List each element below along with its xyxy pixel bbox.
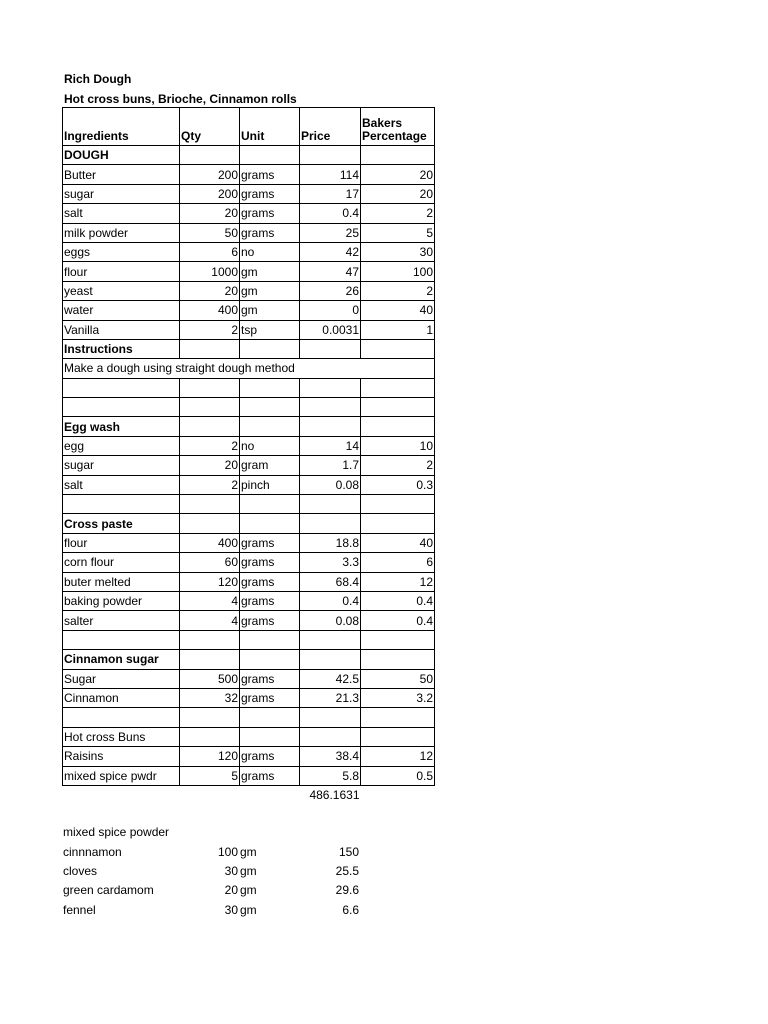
spice-name: green cardamom <box>63 883 154 898</box>
section-row <box>63 339 435 358</box>
ingredient-row <box>63 553 435 572</box>
empty-cell <box>180 417 240 436</box>
empty-cell <box>63 708 180 727</box>
ingredient-price: 21.3 <box>300 688 361 707</box>
empty-cell <box>240 398 300 417</box>
ingredient-qty: 2 <box>180 475 240 494</box>
ingredient-unit: no <box>240 436 300 455</box>
ingredient-name: milk powder <box>63 223 180 242</box>
spice-row <box>62 862 360 881</box>
ingredient-price: 0.08 <box>300 611 361 630</box>
ingredient-unit: grams <box>240 747 300 766</box>
section-title: Instructions <box>63 339 180 358</box>
empty-cell <box>180 727 240 746</box>
spice-unit: gm <box>240 883 257 898</box>
ingredient-unit: grams <box>240 669 300 688</box>
ingredient-price: 0.08 <box>300 475 361 494</box>
empty-cell <box>300 339 361 358</box>
ingredient-bakers-percentage: 6 <box>361 553 435 572</box>
ingredient-row <box>63 204 435 223</box>
spice-title-row <box>62 823 360 842</box>
ingredient-bakers-percentage: 12 <box>361 747 435 766</box>
empty-cell <box>361 378 435 397</box>
ingredient-price: 14 <box>300 436 361 455</box>
empty-cell <box>180 514 240 533</box>
ingredient-row <box>63 475 435 494</box>
instruction-row <box>63 359 435 378</box>
spice-qty: 30 <box>224 863 238 878</box>
empty-cell <box>361 727 435 746</box>
ingredient-row <box>63 766 435 785</box>
empty-cell <box>240 514 300 533</box>
spice-unit: gm <box>240 844 257 859</box>
empty-cell <box>240 495 300 514</box>
ingredient-bakers-percentage: 40 <box>361 301 435 320</box>
ingredient-unit: pinch <box>240 475 300 494</box>
empty-cell <box>361 495 435 514</box>
ingredient-row <box>63 184 435 203</box>
section-row <box>63 650 435 669</box>
empty-cell <box>300 650 361 669</box>
spice-row <box>62 901 360 920</box>
ingredient-bakers-percentage: 0.4 <box>361 591 435 610</box>
empty-cell <box>300 146 361 165</box>
empty-cell <box>180 146 240 165</box>
empty-cell <box>240 727 300 746</box>
section-title: Cross paste <box>63 514 180 533</box>
col-header-unit: Unit <box>240 108 300 146</box>
ingredient-price: 38.4 <box>300 747 361 766</box>
blank-row <box>63 630 435 649</box>
col-header-ingredients: Ingredients <box>63 108 180 146</box>
ingredient-price: 114 <box>300 165 361 184</box>
spice-qty: 100 <box>217 844 238 859</box>
ingredient-bakers-percentage: 40 <box>361 533 435 552</box>
ingredient-price: 0.4 <box>300 591 361 610</box>
total-row <box>63 785 435 804</box>
ingredient-unit: gm <box>240 281 300 300</box>
ingredient-bakers-percentage: 1 <box>361 320 435 339</box>
ingredient-name: flour <box>63 533 180 552</box>
ingredient-unit: tsp <box>240 320 300 339</box>
ingredient-row <box>63 669 435 688</box>
ingredient-unit: gm <box>240 262 300 281</box>
ingredient-qty: 6 <box>180 242 240 261</box>
ingredient-bakers-percentage: 12 <box>361 572 435 591</box>
empty-cell <box>240 417 300 436</box>
empty-cell <box>180 708 240 727</box>
empty-cell <box>180 398 240 417</box>
section-title: Hot cross Buns <box>63 727 180 746</box>
empty-cell <box>180 339 240 358</box>
empty-cell <box>180 630 240 649</box>
ingredient-bakers-percentage: 100 <box>361 262 435 281</box>
spice-qty: 30 <box>224 902 238 917</box>
ingredient-name: baking powder <box>63 591 180 610</box>
ingredient-name: mixed spice pwdr <box>63 766 180 785</box>
ingredient-qty: 400 <box>180 301 240 320</box>
ingredient-row <box>63 223 435 242</box>
ingredient-qty: 1000 <box>180 262 240 281</box>
ingredient-qty: 200 <box>180 184 240 203</box>
ingredient-qty: 200 <box>180 165 240 184</box>
ingredient-row <box>63 688 435 707</box>
ingredient-price: 17 <box>300 184 361 203</box>
spice-row <box>62 842 360 861</box>
ingredient-qty: 120 <box>180 572 240 591</box>
section-row <box>63 514 435 533</box>
empty-cell <box>300 630 361 649</box>
col-header-price: Price <box>300 108 361 146</box>
ingredient-price: 68.4 <box>300 572 361 591</box>
spice-price: 25.5 <box>335 863 359 878</box>
ingredient-price: 0 <box>300 301 361 320</box>
ingredient-price: 42.5 <box>300 669 361 688</box>
empty-cell <box>240 708 300 727</box>
ingredient-bakers-percentage: 2 <box>361 456 435 475</box>
ingredient-bakers-percentage: 0.3 <box>361 475 435 494</box>
empty-cell <box>63 378 180 397</box>
ingredient-bakers-percentage: 10 <box>361 436 435 455</box>
ingredient-price: 18.8 <box>300 533 361 552</box>
ingredient-name: yeast <box>63 281 180 300</box>
empty-cell <box>300 495 361 514</box>
ingredient-qty: 500 <box>180 669 240 688</box>
ingredient-name: water <box>63 301 180 320</box>
section-title: Cinnamon sugar <box>63 650 180 669</box>
empty-cell <box>300 378 361 397</box>
spice-table <box>62 823 360 920</box>
header-row <box>63 108 435 146</box>
ingredient-price: 3.3 <box>300 553 361 572</box>
ingredient-name: sugar <box>63 456 180 475</box>
blank-row <box>63 398 435 417</box>
ingredient-price: 47 <box>300 262 361 281</box>
ingredient-qty: 2 <box>180 320 240 339</box>
ingredient-row <box>63 436 435 455</box>
empty-cell <box>180 785 240 804</box>
ingredient-row <box>63 533 435 552</box>
ingredient-name: egg <box>63 436 180 455</box>
ingredient-name: Sugar <box>63 669 180 688</box>
spice-name: fennel <box>63 902 96 917</box>
ingredient-price: 0.4 <box>300 204 361 223</box>
ingredient-unit: grams <box>240 184 300 203</box>
spice-price: 29.6 <box>335 883 359 898</box>
empty-cell <box>361 146 435 165</box>
section-row <box>63 417 435 436</box>
ingredient-bakers-percentage: 0.5 <box>361 766 435 785</box>
ingredient-bakers-percentage: 2 <box>361 281 435 300</box>
ingredient-unit: grams <box>240 223 300 242</box>
ingredient-name: salter <box>63 611 180 630</box>
empty-cell <box>240 339 300 358</box>
ingredient-unit: grams <box>240 165 300 184</box>
ingredient-qty: 4 <box>180 611 240 630</box>
spice-price: 6.6 <box>342 902 359 917</box>
ingredient-unit: grams <box>240 766 300 785</box>
empty-cell <box>300 708 361 727</box>
ingredient-bakers-percentage: 20 <box>361 184 435 203</box>
instruction-text: Make a dough using straight dough method <box>63 359 435 378</box>
ingredient-name: corn flour <box>63 553 180 572</box>
spice-unit: gm <box>240 902 257 917</box>
ingredient-price: 25 <box>300 223 361 242</box>
ingredient-unit: gram <box>240 456 300 475</box>
ingredient-row <box>63 165 435 184</box>
ingredient-qty: 5 <box>180 766 240 785</box>
col-header-bakers-percentage: Bakers Percentage <box>361 108 435 146</box>
ingredient-row <box>63 747 435 766</box>
ingredient-row <box>63 572 435 591</box>
ingredient-name: Raisins <box>63 747 180 766</box>
sheet-subtitle: Hot cross buns, Brioche, Cinnamon rolls <box>64 92 297 106</box>
spice-unit: gm <box>240 863 257 878</box>
ingredient-name: Cinnamon <box>63 688 180 707</box>
empty-cell <box>361 785 435 804</box>
ingredient-name: buter melted <box>63 572 180 591</box>
section-row <box>63 727 435 746</box>
spice-name: cloves <box>63 863 98 878</box>
ingredient-bakers-percentage: 5 <box>361 223 435 242</box>
col-header-qty: Qty <box>180 108 240 146</box>
ingredient-price: 26 <box>300 281 361 300</box>
empty-cell <box>300 514 361 533</box>
empty-cell <box>361 708 435 727</box>
empty-cell <box>240 630 300 649</box>
section-title: DOUGH <box>63 146 180 165</box>
empty-cell <box>63 398 180 417</box>
blank-row <box>63 378 435 397</box>
empty-cell <box>361 514 435 533</box>
ingredient-bakers-percentage: 50 <box>361 669 435 688</box>
empty-cell <box>300 398 361 417</box>
empty-cell <box>63 495 180 514</box>
ingredient-row <box>63 611 435 630</box>
sheet-title: Rich Dough <box>64 72 132 86</box>
ingredient-bakers-percentage: 0.4 <box>361 611 435 630</box>
empty-cell <box>361 339 435 358</box>
ingredient-unit: grams <box>240 611 300 630</box>
ingredient-price: 0.0031 <box>300 320 361 339</box>
ingredient-qty: 120 <box>180 747 240 766</box>
spice-qty: 20 <box>224 883 238 898</box>
ingredient-name: sugar <box>63 184 180 203</box>
section-row <box>63 146 435 165</box>
empty-cell <box>180 650 240 669</box>
ingredient-qty: 400 <box>180 533 240 552</box>
empty-cell <box>300 727 361 746</box>
blank-row <box>63 495 435 514</box>
ingredient-bakers-percentage: 3.2 <box>361 688 435 707</box>
ingredient-row <box>63 320 435 339</box>
ingredient-name: Vanilla <box>63 320 180 339</box>
ingredient-bakers-percentage: 20 <box>361 165 435 184</box>
ingredient-qty: 2 <box>180 436 240 455</box>
ingredient-row <box>63 301 435 320</box>
spice-row <box>62 881 360 900</box>
ingredient-unit: grams <box>240 533 300 552</box>
empty-cell <box>240 146 300 165</box>
empty-cell <box>180 378 240 397</box>
empty-cell <box>361 630 435 649</box>
empty-cell <box>300 417 361 436</box>
ingredient-name: salt <box>63 204 180 223</box>
ingredient-unit: gm <box>240 301 300 320</box>
spice-name: cinnnamon <box>63 844 122 859</box>
ingredient-qty: 60 <box>180 553 240 572</box>
recipe-table <box>62 107 435 804</box>
ingredient-qty: 20 <box>180 456 240 475</box>
ingredient-unit: grams <box>240 572 300 591</box>
ingredient-qty: 32 <box>180 688 240 707</box>
ingredient-qty: 4 <box>180 591 240 610</box>
ingredient-price: 5.8 <box>300 766 361 785</box>
empty-cell <box>180 495 240 514</box>
ingredient-unit: grams <box>240 553 300 572</box>
total-price: 486.1631 <box>309 788 360 803</box>
ingredient-unit: grams <box>240 204 300 223</box>
ingredient-unit: no <box>240 242 300 261</box>
ingredient-price: 42 <box>300 242 361 261</box>
ingredient-name: flour <box>63 262 180 281</box>
ingredient-name: eggs <box>63 242 180 261</box>
ingredient-qty: 20 <box>180 204 240 223</box>
spice-title: mixed spice powder <box>63 825 170 840</box>
empty-cell <box>240 785 300 804</box>
ingredient-row <box>63 456 435 475</box>
empty-cell <box>63 785 180 804</box>
ingredient-bakers-percentage: 2 <box>361 204 435 223</box>
empty-cell <box>361 650 435 669</box>
ingredient-name: Butter <box>63 165 180 184</box>
ingredient-qty: 50 <box>180 223 240 242</box>
ingredient-unit: grams <box>240 688 300 707</box>
ingredient-row <box>63 262 435 281</box>
ingredient-bakers-percentage: 30 <box>361 242 435 261</box>
ingredient-row <box>63 591 435 610</box>
empty-cell <box>63 630 180 649</box>
ingredient-row <box>63 242 435 261</box>
blank-row <box>63 708 435 727</box>
spice-price: 150 <box>338 844 359 859</box>
empty-cell <box>361 398 435 417</box>
empty-cell <box>240 378 300 397</box>
section-title: Egg wash <box>63 417 180 436</box>
ingredient-unit: grams <box>240 591 300 610</box>
ingredient-row <box>63 281 435 300</box>
ingredient-name: salt <box>63 475 180 494</box>
ingredient-price: 1.7 <box>300 456 361 475</box>
ingredient-qty: 20 <box>180 281 240 300</box>
empty-cell <box>240 650 300 669</box>
empty-cell <box>361 417 435 436</box>
